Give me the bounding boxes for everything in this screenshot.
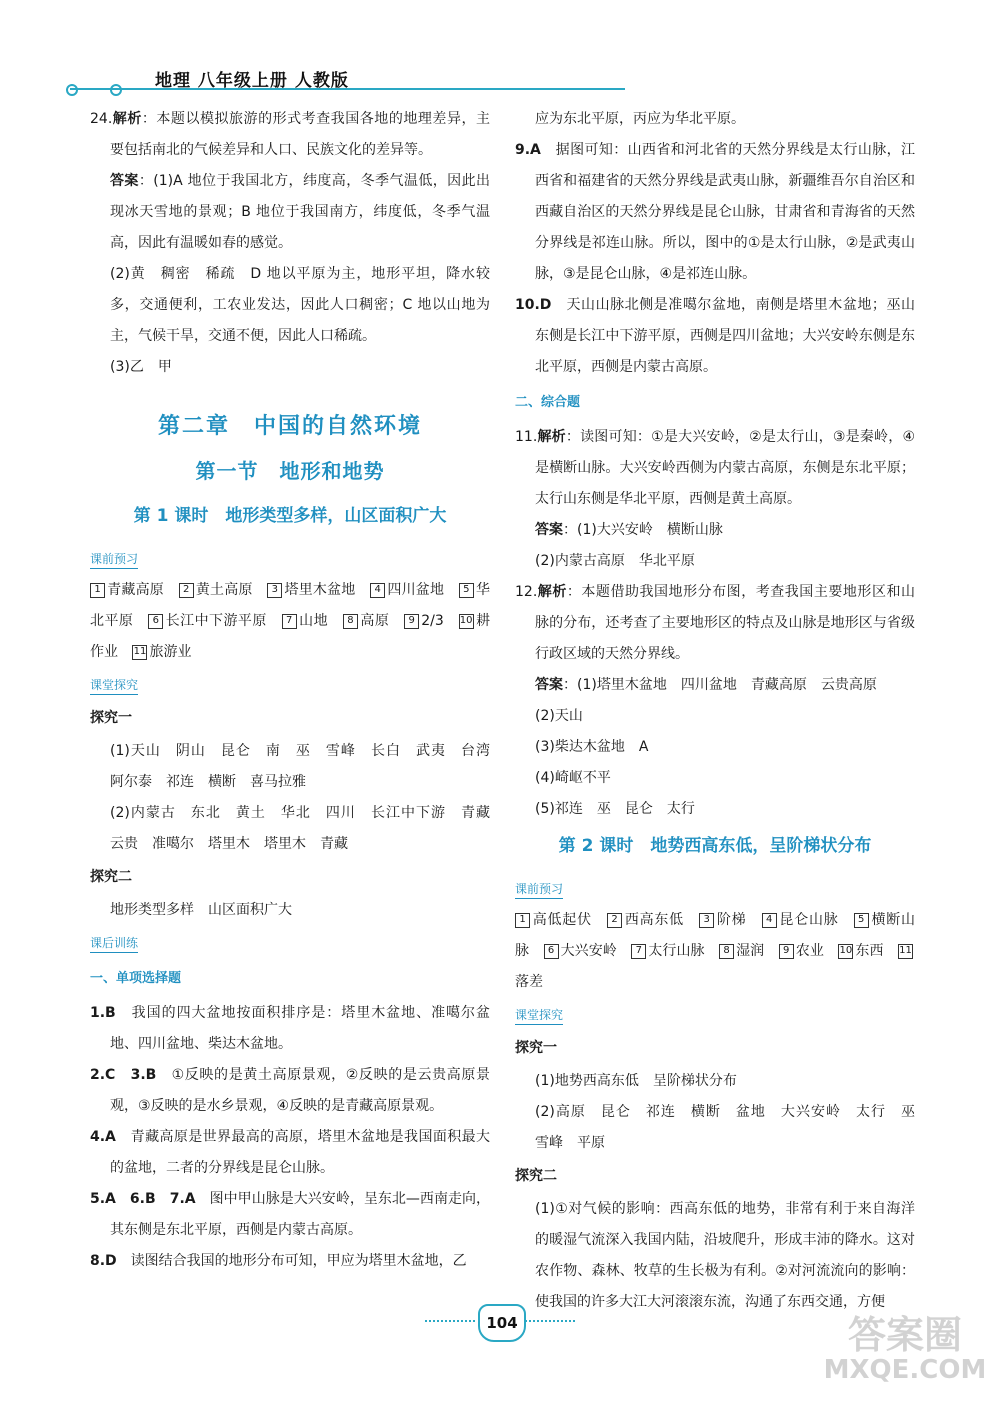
preview-tag: 课前预习 — [90, 550, 138, 569]
q11-answer-2: (2)内蒙古高原 华北平原 — [535, 553, 695, 569]
q12-analysis: 12.解析：本题借助我国地形分布图，考查我国主要地形区和山脉的分布，还考查了主要地形区的特点及山脉是地形区与省级行政区域的天然分界线。 — [515, 584, 916, 662]
class-explore-tag: 课堂探究 — [90, 676, 138, 695]
page-number: 104 — [478, 1304, 526, 1342]
explore-1-b: (2)高原 昆仑 祁连 横断 盆地 大兴安岭 太行 巫 雪峰 平原 — [535, 1104, 929, 1151]
preview-item: 10 耕作业 — [90, 613, 491, 660]
footer-decoration — [525, 1320, 575, 1322]
q11-answer-1: 答案：(1)大兴安岭 横断山脉 — [535, 522, 723, 538]
preview-item: 9 农业 — [779, 943, 824, 959]
preview-item: 1 青藏高原 — [90, 582, 164, 598]
q5-7: 5.A 6.B 7.A 图中甲山脉是大兴安岭，呈东北—西南走向，其东侧是东北平原，西侧是内蒙古高原。 — [90, 1191, 491, 1238]
preview-item: 11 旅游业 — [133, 644, 192, 660]
q24-analysis: 24.解析：本题以模拟旅游的形式考查我国各地的地理差异，主要包括南北的气候差异和人口、民族文化的差异等。 — [90, 111, 491, 158]
explore-2-answer: (1)①对气候的影响：西高东低的地势，非常有利于来自海洋的暖湿气流深入我国内陆，沿坡爬升，形成丰沛的降水。这对农作物、森林、牧草的生长极为有利。②对河流流向的影响：使我国的许多大江大河滚滚东流，沟通了东西交通，方便 — [535, 1201, 915, 1310]
preview-list-1 — [90, 575, 490, 668]
q10: 10.D 天山山脉北侧是准噶尔盆地，南侧是塔里木盆地；巫山东侧是长江中下游平原，西侧是四川盆地；大兴安岭东侧是东北平原，西侧是内蒙古高原。 — [515, 297, 915, 375]
q8: 8.D 读图结合我国的地形分布可知，甲应为塔里木盆地，乙 — [90, 1253, 467, 1269]
preview-item: 3 塔里木盆地 — [267, 582, 355, 598]
single-choice-heading: 一、单项选择题 — [90, 971, 182, 986]
lesson-1-title: 第 1 课时 地形类型多样，山区面积广大 — [133, 506, 447, 526]
section-title: 第一节 地形和地势 — [195, 459, 385, 483]
header-decoration-dot — [66, 84, 78, 96]
page-header — [0, 0, 1000, 100]
q24-answer-3: (3)乙 甲 — [110, 359, 172, 375]
right-column — [515, 104, 929, 1318]
header-decoration-dot — [110, 84, 122, 96]
explore-2-answer: 地形类型多样 山区面积广大 — [110, 902, 292, 918]
preview-item: 6 长江中下游平原 — [148, 613, 267, 629]
preview-item: 7 太行山脉 — [631, 943, 704, 959]
preview-item: 2 黄土高原 — [179, 582, 253, 598]
preview-item: 6 大兴安岭 — [544, 943, 617, 959]
q24-answer-1: 答案：(1)A 地位于我国北方，纬度高，冬季气温低，因此出现冰天雪地的景观；B 地位于我国南方，纬度低，冬季气温高，因此有温暖如春的感觉。 — [110, 173, 491, 251]
footer-decoration — [425, 1320, 475, 1322]
watermark-logo: 答案圈 MXQE.COM — [823, 1313, 987, 1385]
preview-item: 7 山地 — [282, 613, 328, 629]
q4: 4.A 青藏高原是世界最高的高原，塔里木盆地是我国面积最大的盆地，二者的分界线是昆仑山脉。 — [90, 1129, 490, 1176]
q12-answer-2: (2)天山 — [535, 708, 583, 724]
preview-item: 5 横断山脉 — [515, 912, 916, 959]
preview-item: 11落差 — [515, 944, 912, 990]
left-column — [90, 104, 504, 1277]
q12-answer-4: (4)崎岖不平 — [535, 770, 611, 786]
lesson-2-title: 第 2 课时 地势西高东低，呈阶梯状分布 — [558, 836, 872, 856]
preview-item: 4 昆仑山脉 — [762, 912, 839, 928]
q12-answer-3: (3)柴达木盆地 A — [535, 739, 649, 755]
preview-item: 3 阶梯 — [699, 912, 746, 928]
q11-analysis: 11.解析：读图可知：①是大兴安岭，②是太行山，③是秦岭，④是横断山脉。大兴安岭西侧为内蒙古高原，东侧是东北平原；太行山东侧是华北平原，西侧是黄土高原。 — [515, 429, 916, 507]
q12-answer-1: 答案：(1)塔里木盆地 四川盆地 青藏高原 云贵高原 — [535, 677, 877, 693]
preview-item: 8 高原 — [343, 613, 389, 629]
preview-item: 10 东西 — [839, 943, 884, 959]
preview-item: 2 西高东低 — [607, 912, 684, 928]
preview-tag: 课前预习 — [515, 880, 563, 899]
explore-1-a: (1)地势西高东低 呈阶梯状分布 — [535, 1073, 737, 1089]
explore-1-a: (1)天山 阴山 昆仑 南 巫 雪峰 长白 武夷 台湾 阿尔泰 祁连 横断 喜马拉雅 — [110, 743, 504, 790]
preview-item: 1 高低起伏 — [515, 912, 592, 928]
explore-1-heading: 探究一 — [90, 710, 132, 726]
header-title: 地理 八年级上册 人教版 — [155, 71, 349, 91]
explore-2-heading: 探究二 — [90, 869, 132, 885]
q12-answer-5: (5)祁连 巫 昆仑 太行 — [535, 801, 695, 817]
q9: 9.A 据图可知：山西省和河北省的天然分界线是太行山脉，江西省和福建省的天然分界线是武夷山脉，新疆维吾尔自治区和西藏自治区的天然分界线是昆仑山脉，甘肃省和青海省的天然分界线是祁连山脉。所以，图中的①是太行山脉，②是武夷山脉，③是昆仑山脉，④是祁连山脉。 — [515, 142, 915, 282]
q2-3: 2.C 3.B ①反映的是黄土高原景观，②反映的是云贵高原景观，③反映的是水乡景观，④反映的是青藏高原景观。 — [90, 1067, 490, 1114]
chapter-title: 第二章 中国的自然环境 — [157, 414, 422, 439]
preview-item: 5 华北平原 — [90, 582, 491, 629]
preview-item: 4 四川盆地 — [370, 582, 444, 598]
comprehensive-heading: 二、综合题 — [515, 395, 581, 410]
class-explore-tag: 课堂探究 — [515, 1006, 563, 1025]
preview-list-2 — [515, 905, 915, 998]
explore-2-heading: 探究二 — [515, 1168, 557, 1184]
q1: 1.B 我国的四大盆地按面积排序是：塔里木盆地、准噶尔盆地、四川盆地、柴达木盆地。 — [90, 1005, 490, 1052]
preview-item: 8 湿润 — [719, 943, 764, 959]
explore-1-b: (2)内蒙古 东北 黄土 华北 四川 长江中下游 青藏 云贵 准噶尔 塔里木 塔里木 青藏 — [110, 805, 504, 852]
q24-answer-2: (2)黄 稠密 稀疏 D 地以平原为主，地形平坦，降水较多，交通便利，工农业发达，因此人口稠密；C 地以山地为主，气候干旱，交通不便，因此人口稀疏。 — [110, 266, 490, 344]
q8-continued: 应为东北平原，丙应为华北平原。 — [535, 111, 745, 127]
preview-item: 9 2/3 — [404, 613, 444, 629]
explore-1-heading: 探究一 — [515, 1040, 557, 1056]
after-class-tag: 课后训练 — [90, 934, 138, 953]
